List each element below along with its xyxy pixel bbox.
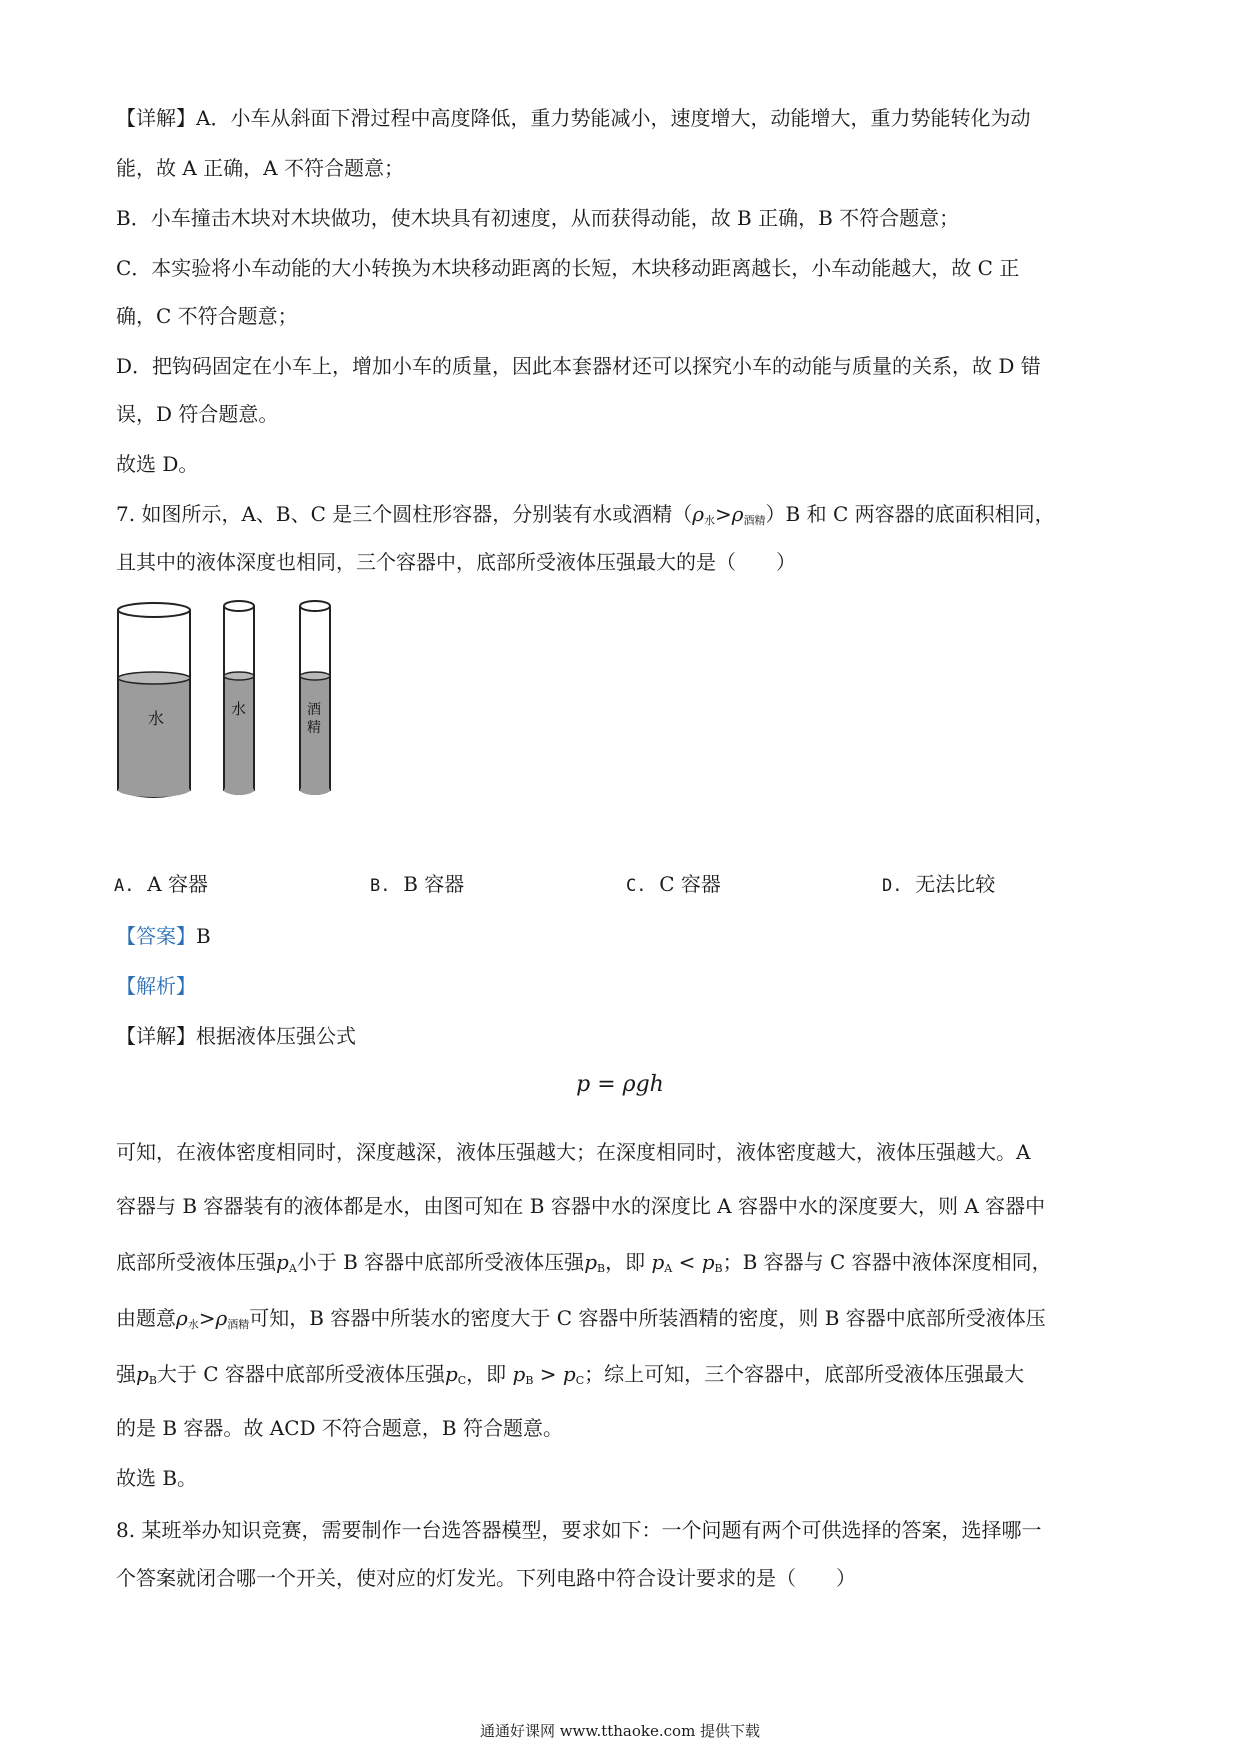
container-b — [224, 601, 254, 795]
option-c[interactable]: C. C 容器 — [626, 872, 721, 896]
container-c — [300, 601, 330, 795]
explanation-line-3: 底部所受液体压强$p_A$小于 B 容器中底部所受液体压强$p_B$，即 $p_A < p_B$；B 容器与 C 容器中液体深度相同， — [116, 1250, 1052, 1275]
answer-line — [116, 922, 211, 950]
container-b-label: 水 — [231, 700, 247, 718]
footer-credit: 通通好课网 www.tthaoke.com 提供下载 — [479, 1722, 761, 1740]
analysis-tag: 【解析】 — [116, 974, 196, 998]
explanation-line-2: 容器与 B 容器装有的液体都是水，由图可知在 B 容器中水的深度比 A 容器中水的深度要大，则 A 容器中 — [116, 1194, 1046, 1218]
answer-tag: 【答案】 — [116, 924, 196, 948]
liquid-b — [224, 676, 254, 790]
question-8-stem: 8. 某班举办知识竞赛，需要制作一台选答器模型，要求如下：一个问题有两个可供选择的答案，选择哪一 — [116, 1518, 1042, 1542]
explanation-line-4: 由题意$\rho_水>\rho_{酒精}$可知，B 容器中所装水的密度大于 C 容器中所装酒精的密度，则 B 容器中底部所受液体压 — [116, 1306, 1046, 1331]
detail-paragraph-b: B．小车撞击木块对木块做功，使木块具有初速度，从而获得动能，故 B 正确，B 不符合题意； — [116, 206, 960, 230]
detail-paragraph-c-cont: 确，C 不符合题意； — [116, 304, 298, 328]
detail-tag: 【详解】 — [116, 106, 196, 130]
pressure-formula: p = ρgh — [576, 1072, 664, 1097]
container-a-label: 水 — [148, 709, 165, 728]
explanation-line-6: 的是 B 容器。故 ACD 不符合题意，B 符合题意。 — [116, 1416, 563, 1440]
detail-paragraph-d: D．把钩码固定在小车上，增加小车的质量，因此本套器材还可以探究小车的动能与质量的关系，故 D 错 — [116, 354, 1041, 378]
explanation-line-5: 强$p_B$大于 C 容器中底部所受液体压强$p_C$，即 $p_B > p_C$；综上可知，三个容器中，底部所受液体压强最大 — [116, 1362, 1025, 1387]
answer-value: B — [196, 924, 211, 948]
containers-figure — [110, 592, 350, 812]
conclusion-line: 故选 D。 — [116, 452, 199, 476]
detail-paragraph-c: C．本实验将小车动能的大小转换为木块移动距离的长短，木块移动距离越长，小车动能越大，故 C 正 — [116, 256, 1020, 280]
container-c-label-1: 酒 — [307, 702, 321, 718]
liquid-a — [118, 678, 190, 790]
detail-paragraph-a-cont: 能，故 A 正确，A 不符合题意； — [116, 156, 404, 180]
option-a[interactable]: A. A 容器 — [114, 872, 209, 896]
conclusion-line-7: 故选 B。 — [116, 1466, 198, 1490]
question-8-stem-cont: 个答案就闭合哪一个开关，使对应的灯发光。下列电路中符合设计要求的是（ ） — [116, 1566, 856, 1590]
question-7-stem-cont: 且其中的液体深度也相同，三个容器中，底部所受液体压强最大的是（ ） — [116, 550, 796, 574]
detail-line: 【详解】根据液体压强公式 — [116, 1024, 356, 1048]
option-d[interactable]: D. 无法比较 — [882, 872, 996, 896]
container-c-label-2: 精 — [307, 720, 321, 736]
explanation-line-1: 可知，在液体密度相同时，深度越深，液体压强越大；在深度相同时，液体密度越大，液体压强越大。A — [116, 1140, 1031, 1164]
option-b[interactable]: B. B 容器 — [370, 872, 465, 896]
container-a — [118, 603, 190, 797]
question-7-stem: 7. 如图所示，A、B、C 是三个圆柱形容器，分别装有水或酒精$(\rho_水>\rho_{酒精})B$ 和 C 两容器的底面积相同， — [116, 502, 1055, 527]
detail-paragraph-a: 【详解】A．小车从斜面下滑过程中高度降低，重力势能减小，速度增大，动能增大，重力势能转化为动 — [116, 106, 1031, 130]
detail-paragraph-d-cont: 误，D 符合题意。 — [116, 402, 279, 426]
